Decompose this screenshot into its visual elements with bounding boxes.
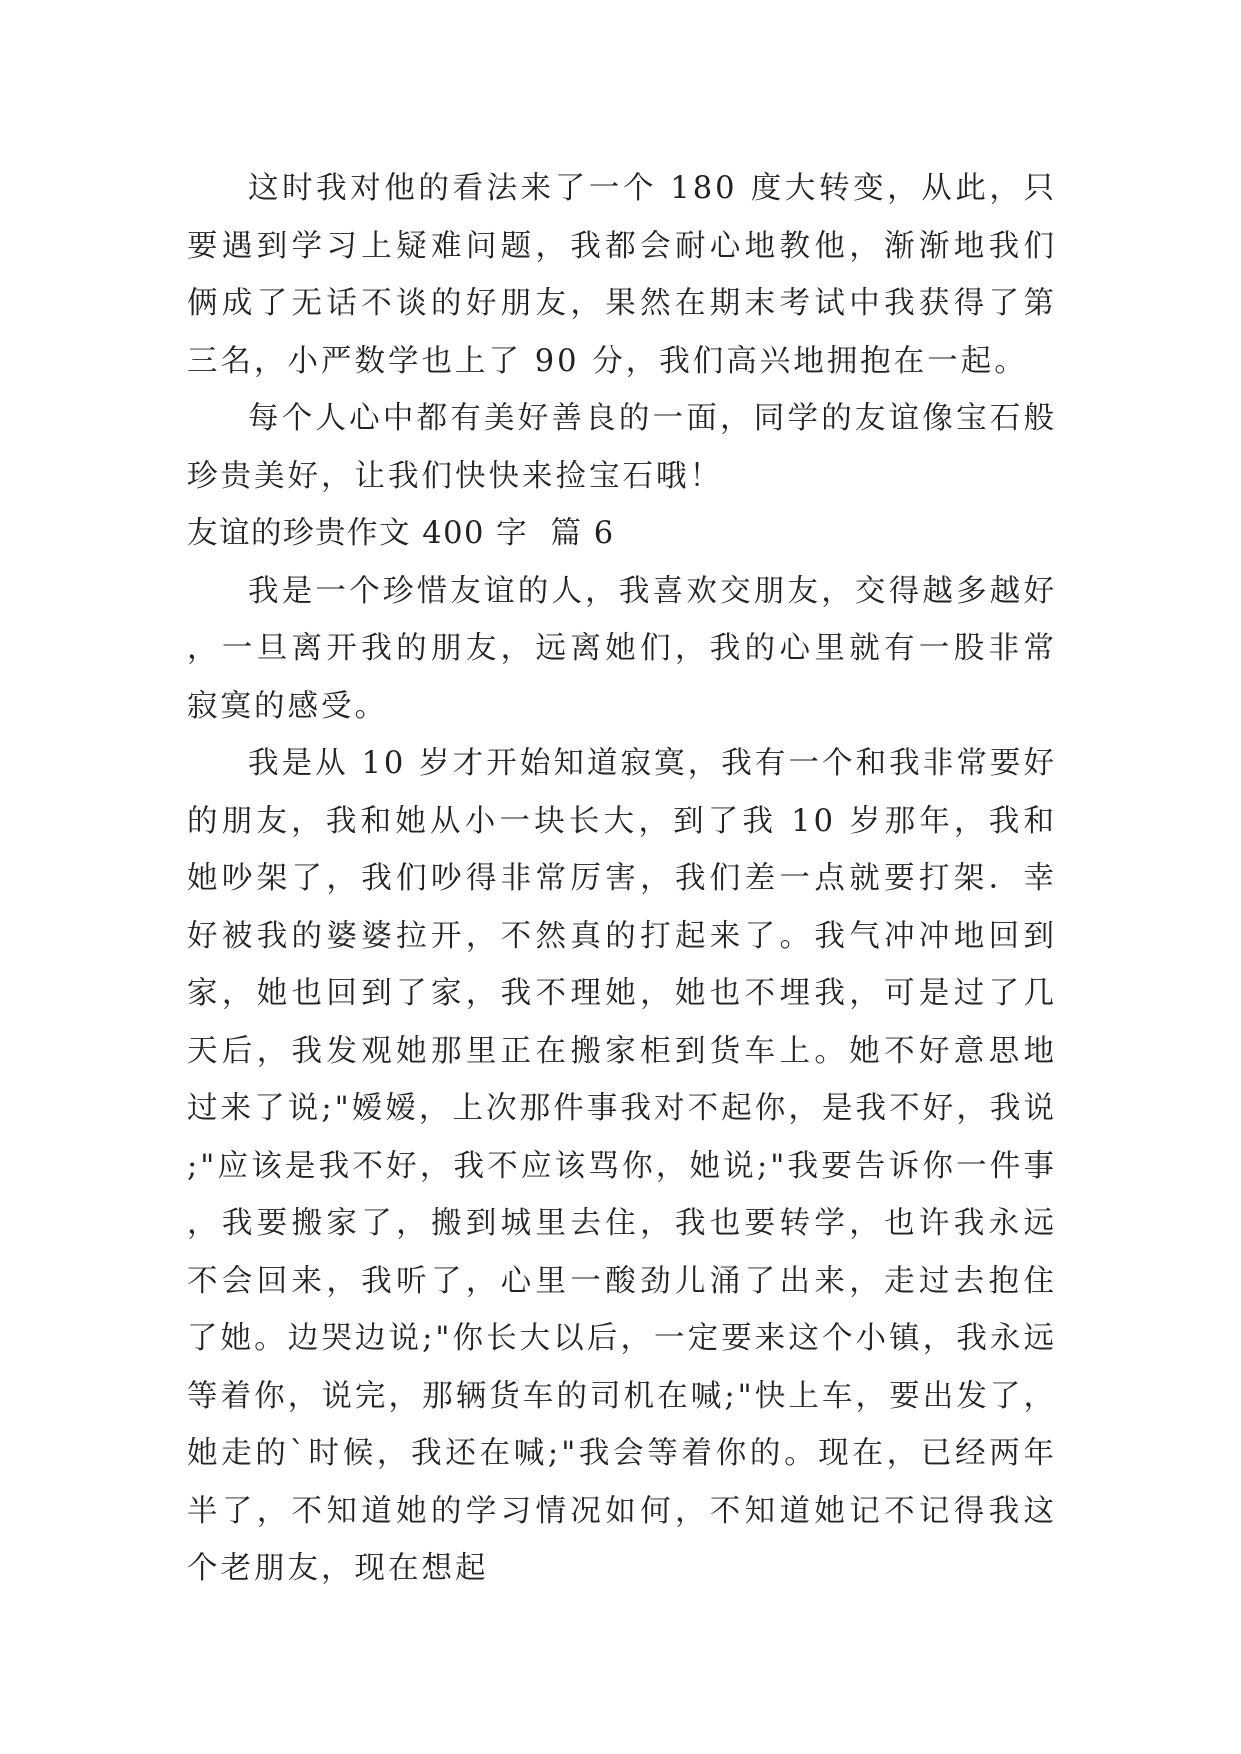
paragraph-1: 这时我对他的看法来了一个 180 度大转变，从此，只要遇到学习上疑难问题，我都会耐心地教他，渐渐地我们俩成了无话不谈的好朋友，果然在期末考试中我获得了第三名，小严数学也上了 90 分，我们高兴地拥抱在一起。 [187, 171, 1057, 379]
section-paragraph-2: 我是从 10 岁才开始知道寂寞，我有一个和我非常要好的朋友，我和她从小一块长大，到了我 10 岁那年，我和她吵架了，我们吵得非常厉害，我们差一点就要打架．幸好被我的婆婆拉开，不然真的打起来了。我气冲冲地回到家，她也回到了家，我不理她，她也不埋我，可是过了几天后，我发观她那里正在搬家柜到货车上。她不好意思地过来了说;"嫒嫒，上次那件事我对不起你，是我不好，我说;"应该是我不好，我不应该骂你，她说;"我要告诉你一件事，我要搬家了，搬到城里去住，我也要转学，也许我永远不会回来，我听了，心里一酸劲儿涌了出来，走过去抱住了她。边哭边说;"你长大以后，一定要来这个小镇，我永远等着你，说完，那辆货车的司机在喊;"快上车，要出发了，她走的`时候，我还在喊;"我会等着你的。现在，已经两年半了，不知道她的学习情况如何，不知道她记不记得我这个老朋友，现在想起 [187, 746, 1057, 1586]
section-paragraph-1: 我是一个珍惜友谊的人，我喜欢交朋友，交得越多越好，一旦离开我的朋友，远离她们，我的心里就有一股非常寂寞的感受。 [187, 573, 1057, 724]
document-body [187, 160, 1057, 1598]
section-heading: 友谊的珍贵作文 400 字 篇 6 [187, 516, 615, 551]
paragraph-2: 每个人心中都有美好善良的一面，同学的友谊像宝石般珍贵美好，让我们快快来捡宝石哦！ [187, 401, 1057, 494]
